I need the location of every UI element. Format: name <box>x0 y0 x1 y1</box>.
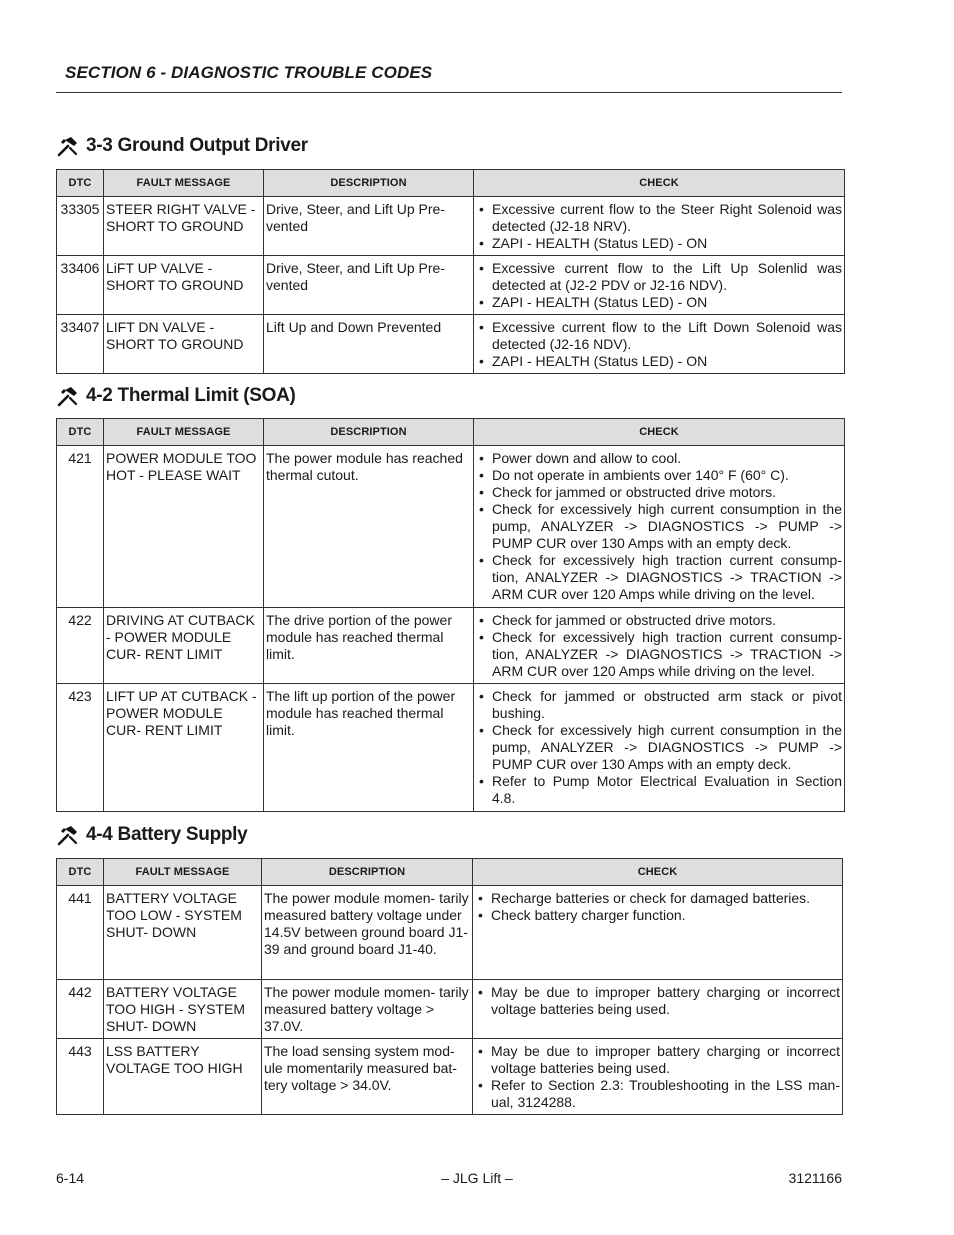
check-item: • ZAPI - HEALTH (Status LED) - ON <box>476 294 842 311</box>
fault-message: POWER MODULE TOO HOT - PLEASE WAIT <box>104 446 264 608</box>
dtc-code: 33406 <box>57 256 104 315</box>
footer-doc-number: 3121166 <box>788 1170 842 1186</box>
check-item: • Excessive current flow to the Lift Up Solenlid was detected at (J2-2 PDV or J2-16 NDV). <box>476 260 842 294</box>
dtc-code: 423 <box>57 684 104 812</box>
check-item: • ZAPI - HEALTH (Status LED) - ON <box>476 353 842 370</box>
table-row <box>57 608 845 684</box>
check-item: • Check for excessively high current consumption in the pump, ANALYZER -> DIAGNOSTICS -> PUMP -> PUMP CUR over 130 Amps with an empty deck. <box>476 722 842 773</box>
table-row <box>57 197 845 256</box>
description: The power module has reached thermal cutout. <box>264 446 474 608</box>
check-item: • Power down and allow to cool. <box>476 450 842 467</box>
table-row <box>57 980 843 1039</box>
col-header-description: DESCRIPTION <box>264 170 474 197</box>
col-header-dtc: DTC <box>57 859 104 886</box>
fault-message: DRIVING AT CUTBACK - POWER MODULE CUR- RENT LIMIT <box>104 608 264 684</box>
dtc-table-thermal-limit <box>56 418 845 812</box>
description: The power module momen- tarily measured battery voltage > 37.0V. <box>262 980 473 1039</box>
description: The drive portion of the power module has reached thermal limit. <box>264 608 474 684</box>
dtc-table-ground-output <box>56 169 845 374</box>
section-title-text: 3-3 Ground Output Driver <box>86 135 308 156</box>
table-header-row <box>57 859 843 886</box>
fault-message: LiFT UP VALVE - SHORT TO GROUND <box>104 256 264 315</box>
section-title-battery-supply <box>56 823 247 847</box>
section-title-text: 4-4 Battery Supply <box>86 824 248 845</box>
check-cell <box>473 886 843 980</box>
col-header-fault: FAULT MESSAGE <box>104 419 264 446</box>
wrench-hammer-icon <box>56 134 80 158</box>
wrench-hammer-icon <box>56 384 80 408</box>
dtc-code: 443 <box>57 1039 104 1115</box>
check-item: • Excessive current flow to the Lift Down Solenoid was detected (J2-16 NDV). <box>476 319 842 353</box>
check-cell <box>474 315 845 374</box>
col-header-fault: FAULT MESSAGE <box>104 170 264 197</box>
description: Drive, Steer, and Lift Up Pre- vented <box>264 197 474 256</box>
table-row <box>57 886 843 980</box>
dtc-code: 33407 <box>57 315 104 374</box>
col-header-check: CHECK <box>474 170 845 197</box>
table-row <box>57 256 845 315</box>
fault-message: LIFT DN VALVE - SHORT TO GROUND <box>104 315 264 374</box>
fault-message: LSS BATTERY VOLTAGE TOO HIGH <box>104 1039 262 1115</box>
footer-page-number: 6-14 <box>56 1170 85 1186</box>
check-item: • Excessive current flow to the Steer Right Solenoid was detected (J2-18 NRV). <box>476 201 842 235</box>
table-row <box>57 315 845 374</box>
description: Lift Up and Down Prevented <box>264 315 474 374</box>
check-item: • Check for excessively high traction current consump- tion, ANALYZER -> DIAGNOSTICS -> TRACTION -> ARM CUR over 120 Amps while driving on the level. <box>476 552 842 603</box>
col-header-dtc: DTC <box>57 170 104 197</box>
check-item: • Check for excessively high traction current consump- tion, ANALYZER -> DIAGNOSTICS -> TRACTION -> ARM CUR over 120 Amps while driving on the level. <box>476 629 842 680</box>
table-row <box>57 1039 843 1115</box>
wrench-hammer-icon <box>56 823 80 847</box>
section-title-thermal-limit <box>56 384 296 408</box>
description: The power module momen- tarily measured battery voltage under 14.5V between ground board J1-39 and ground board J1-40. <box>262 886 473 980</box>
dtc-table-battery-supply <box>56 858 843 1115</box>
check-item: • Do not operate in ambients over 140° F (60° C). <box>476 467 842 484</box>
check-item: • Check for jammed or obstructed drive motors. <box>476 612 842 629</box>
dtc-code: 421 <box>57 446 104 608</box>
dtc-code: 33305 <box>57 197 104 256</box>
fault-message: BATTERY VOLTAGE TOO HIGH - SYSTEM SHUT- DOWN <box>104 980 262 1039</box>
check-cell <box>473 980 843 1039</box>
check-cell <box>474 608 845 684</box>
section-title-text: 4-2 Thermal Limit (SOA) <box>86 385 296 406</box>
check-item: • Check for jammed or obstructed arm stack or pivot bushing. <box>476 688 842 722</box>
dtc-code: 441 <box>57 886 104 980</box>
check-item: • Check battery charger function. <box>475 907 840 924</box>
dtc-code: 442 <box>57 980 104 1039</box>
col-header-dtc: DTC <box>57 419 104 446</box>
table-row <box>57 684 845 812</box>
table-header-row <box>57 419 845 446</box>
description: The load sensing system mod- ule momentarily measured bat- tery voltage > 34.0V. <box>262 1039 473 1115</box>
description: The lift up portion of the power module has reached thermal limit. <box>264 684 474 812</box>
check-item: • Refer to Pump Motor Electrical Evaluation in Section 4.8. <box>476 773 842 807</box>
check-item: • Check for excessively high current consumption in the pump, ANALYZER -> DIAGNOSTICS -> PUMP -> PUMP CUR over 130 Amps with an empty deck. <box>476 501 842 552</box>
check-cell <box>474 197 845 256</box>
col-header-check: CHECK <box>473 859 843 886</box>
description: Drive, Steer, and Lift Up Pre- vented <box>264 256 474 315</box>
check-cell <box>474 446 845 608</box>
check-cell <box>474 256 845 315</box>
check-cell <box>474 684 845 812</box>
section-title-ground-output <box>56 134 308 158</box>
section-header: SECTION 6 - DIAGNOSTIC TROUBLE CODES <box>65 63 433 82</box>
fault-message: BATTERY VOLTAGE TOO LOW - SYSTEM SHUT- DOWN <box>104 886 262 980</box>
check-item: • Refer to Section 2.3: Troubleshooting in the LSS man- ual, 3124288. <box>475 1077 840 1111</box>
check-item: • Recharge batteries or check for damaged batteries. <box>475 890 840 907</box>
fault-message: STEER RIGHT VALVE - SHORT TO GROUND <box>104 197 264 256</box>
col-header-description: DESCRIPTION <box>262 859 473 886</box>
check-item: • May be due to improper battery charging or incorrect voltage batteries being used. <box>475 1043 840 1077</box>
header-rule <box>56 92 842 93</box>
check-cell <box>473 1039 843 1115</box>
fault-message: LIFT UP AT CUTBACK - POWER MODULE CUR- RENT LIMIT <box>104 684 264 812</box>
col-header-description: DESCRIPTION <box>264 419 474 446</box>
table-header-row <box>57 170 845 197</box>
check-item: • ZAPI - HEALTH (Status LED) - ON <box>476 235 842 252</box>
check-item: • May be due to improper battery charging or incorrect voltage batteries being used. <box>475 984 840 1018</box>
dtc-code: 422 <box>57 608 104 684</box>
table-row <box>57 446 845 608</box>
col-header-fault: FAULT MESSAGE <box>104 859 262 886</box>
check-item: • Check for jammed or obstructed drive motors. <box>476 484 842 501</box>
col-header-check: CHECK <box>474 419 845 446</box>
footer-center-text: – JLG Lift – <box>441 1170 513 1186</box>
